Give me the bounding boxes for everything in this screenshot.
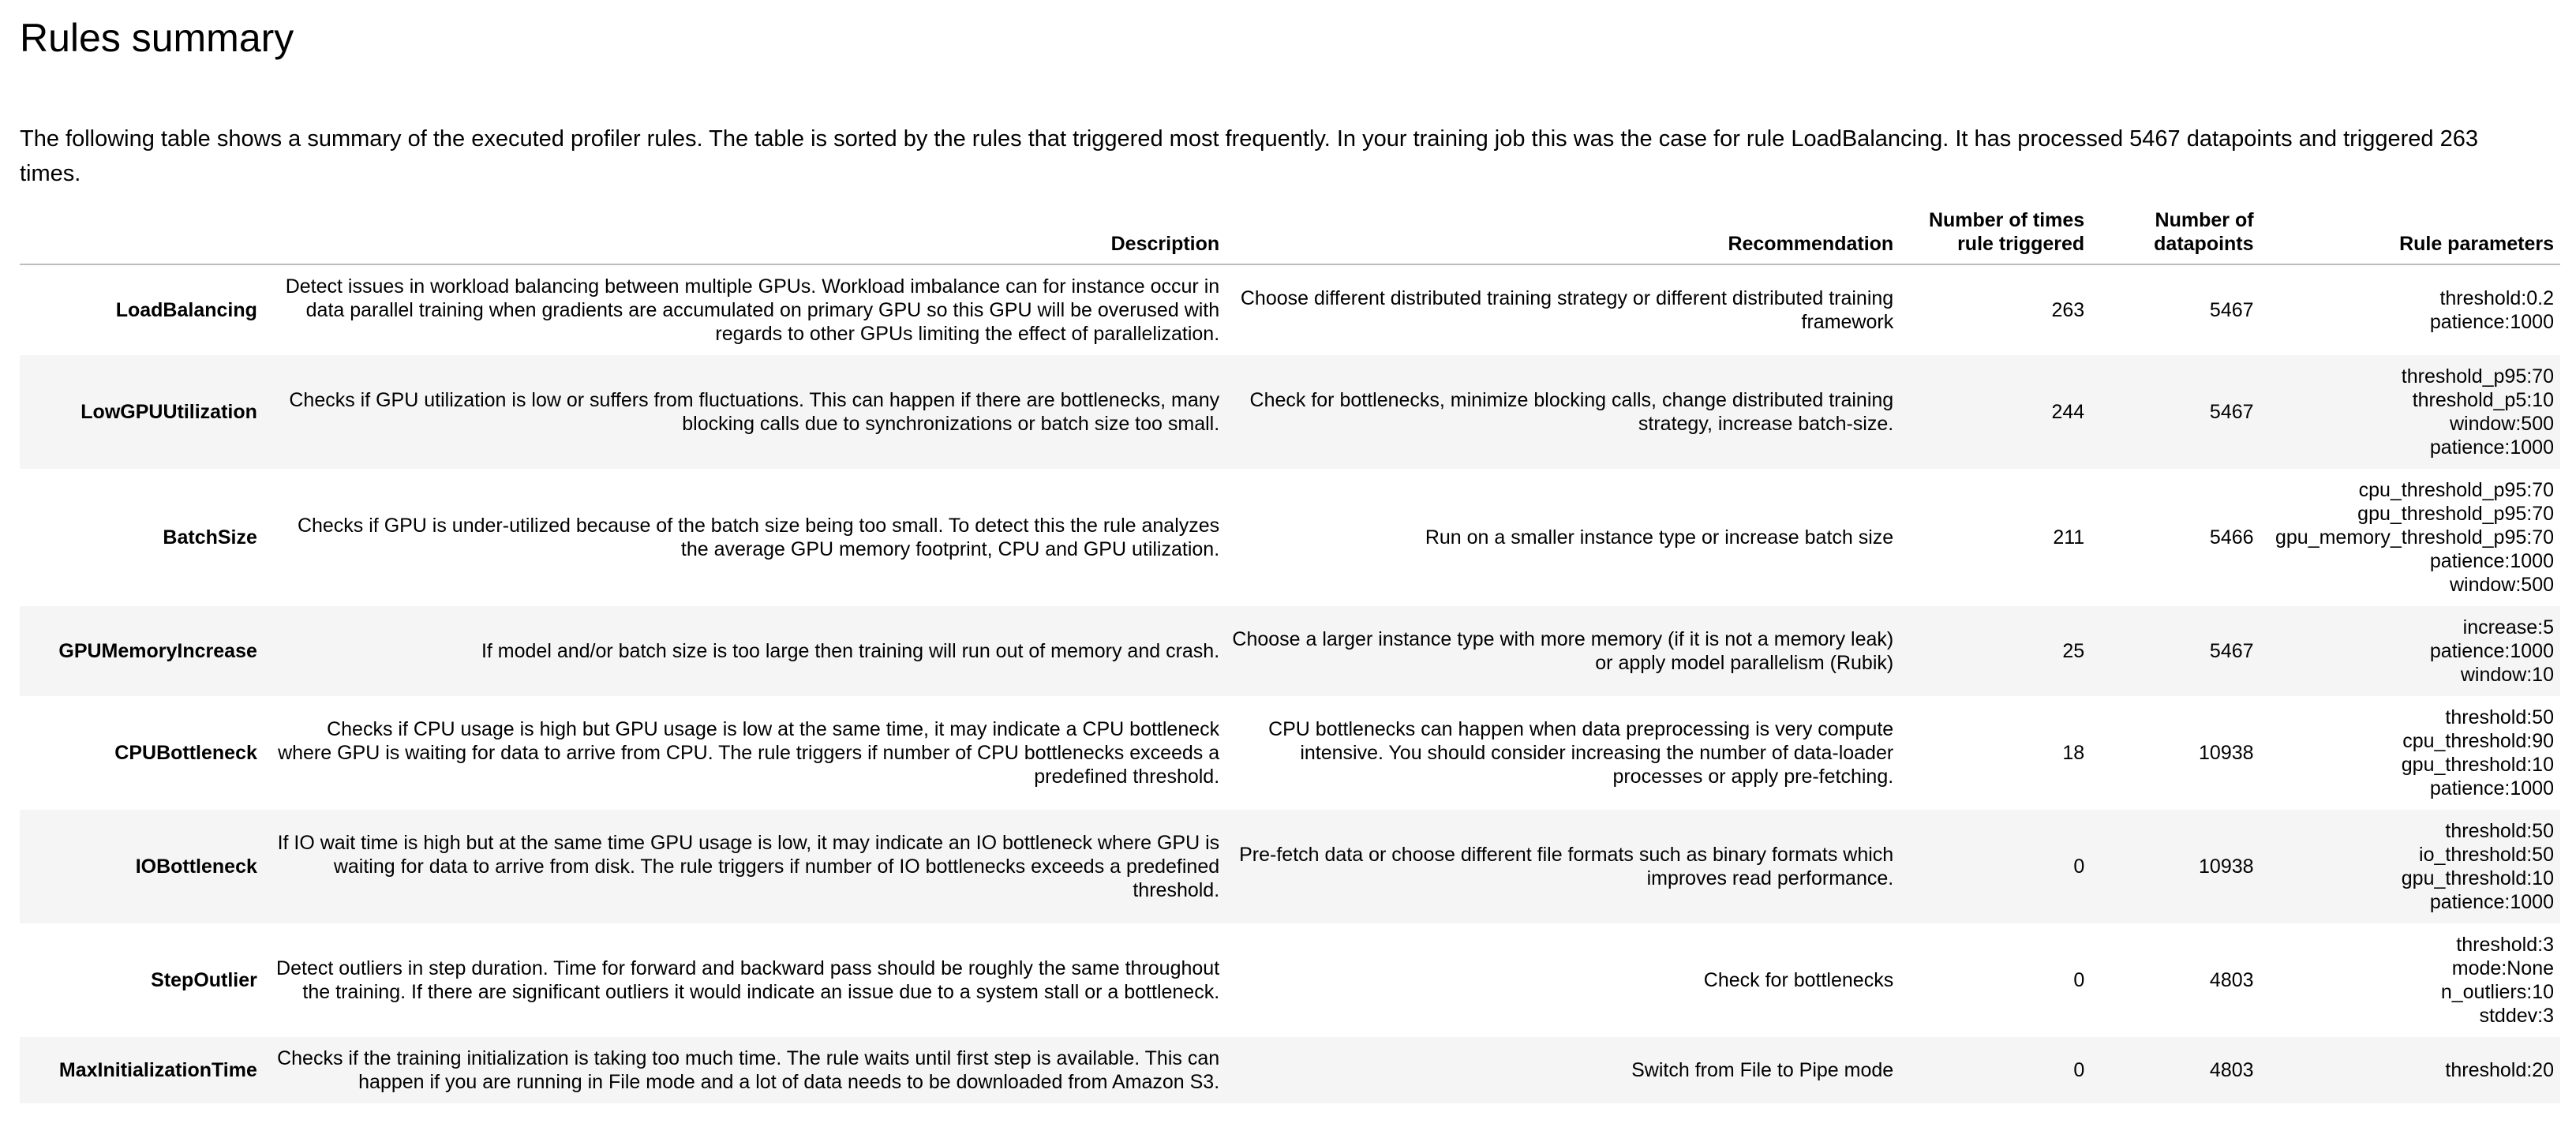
intro-paragraph: The following table shows a summary of the executed profiler rules. The table is sorted by the rules that triggered most frequently. In your training job this was the case for rule LoadBalancing. It has processed 5467 datapoints and triggered 263 times. bbox=[20, 126, 2478, 186]
page-title: Rules summary bbox=[20, 16, 294, 60]
rule-parameter: stddev:3 bbox=[2479, 1005, 2554, 1027]
table-row bbox=[20, 810, 2560, 923]
header-times-triggered-line2: rule triggered bbox=[1957, 233, 2085, 255]
rules-summary-table bbox=[20, 208, 2560, 1103]
header-times-triggered-line1: Number of times bbox=[1928, 209, 2085, 231]
rule-parameter: threshold:0.2 bbox=[2439, 287, 2554, 309]
rule-parameters bbox=[2260, 264, 2560, 355]
rule-recommendation: Choose a larger instance type with more memory (if it is not a memory leak) or apply model parallelism (Rubik) bbox=[1232, 628, 1894, 674]
rule-parameter: patience:1000 bbox=[2429, 311, 2554, 333]
rule-datapoints: 5467 bbox=[2209, 640, 2254, 662]
rule-parameter: patience:1000 bbox=[2429, 550, 2554, 572]
rule-parameter: cpu_threshold_p95:70 bbox=[2358, 479, 2554, 501]
rule-parameter: patience:1000 bbox=[2429, 777, 2554, 799]
rule-times-triggered: 25 bbox=[2062, 640, 2085, 662]
rule-description: If model and/or batch size is too large then training will run out of memory and crash. bbox=[481, 640, 1220, 662]
rule-recommendation: Pre-fetch data or choose different file formats such as binary formats which improves read performance. bbox=[1239, 844, 1894, 889]
rule-parameter: patience:1000 bbox=[2429, 640, 2554, 662]
rule-description: Checks if CPU usage is high but GPU usage is low at the same time, it may indicate a CPU bottleneck where GPU is waiting for data to arrive from CPU. The rule triggers if number of CPU bottlenecks exceeds a predefined threshold. bbox=[278, 718, 1220, 788]
rule-recommendation: Check for bottlenecks, minimize blocking calls, change distributed training strategy, increase batch-size. bbox=[1249, 389, 1894, 435]
rule-times-triggered: 211 bbox=[2053, 526, 2085, 549]
rule-parameter: threshold_p5:10 bbox=[2412, 389, 2554, 411]
rule-times-triggered: 244 bbox=[2051, 401, 2085, 423]
rule-description: Checks if GPU utilization is low or suffers from fluctuations. This can happen if there are bottlenecks, many blocking calls due to synchronizations or batch size too small. bbox=[289, 389, 1220, 435]
table-row bbox=[20, 264, 2560, 355]
rule-parameter: threshold:3 bbox=[2456, 934, 2554, 956]
header-description: Description bbox=[264, 208, 1226, 264]
rule-description: Checks if GPU is under-utilized because of the batch size being too small. To detect this the rule analyzes the average GPU memory footprint, CPU and GPU utilization. bbox=[297, 515, 1220, 560]
rule-parameters bbox=[2260, 1037, 2560, 1103]
rule-name: LoadBalancing bbox=[115, 299, 257, 321]
table-body bbox=[20, 264, 2560, 1103]
rule-description: Detect outliers in step duration. Time for forward and backward pass should be roughly the same throughout the training. If there are significant outliers it would indicate an issue due to a system stall or a bottleneck. bbox=[276, 957, 1220, 1003]
rule-name: GPUMemoryIncrease bbox=[58, 640, 257, 662]
rule-datapoints: 5466 bbox=[2209, 526, 2254, 549]
rule-times-triggered: 263 bbox=[2051, 299, 2085, 321]
rule-description: If IO wait time is high but at the same time GPU usage is low, it may indicate an IO bottleneck where GPU is waiting for data to arrive from disk. The rule triggers if number of IO bottlenecks exceeds a predefined threshold. bbox=[277, 832, 1220, 901]
rule-parameters bbox=[2260, 810, 2560, 923]
rule-parameter: cpu_threshold:90 bbox=[2402, 730, 2554, 752]
table-row bbox=[20, 469, 2560, 606]
table-header bbox=[20, 208, 2560, 264]
rule-parameters bbox=[2260, 606, 2560, 696]
rule-parameter: io_threshold:50 bbox=[2419, 844, 2554, 866]
table-row bbox=[20, 606, 2560, 696]
rule-parameters bbox=[2260, 696, 2560, 810]
header-rule-parameters: Rule parameters bbox=[2260, 208, 2560, 264]
table-row bbox=[20, 1037, 2560, 1103]
rule-times-triggered: 18 bbox=[2062, 742, 2085, 764]
rule-parameter: threshold:50 bbox=[2445, 820, 2554, 842]
rule-parameters bbox=[2260, 355, 2560, 469]
rule-recommendation: Check for bottlenecks bbox=[1703, 969, 1894, 991]
rule-recommendation: Choose different distributed training strategy or different distributed training framework bbox=[1240, 287, 1894, 333]
header-datapoints-line1: Number of bbox=[2155, 209, 2254, 231]
rule-parameter: gpu_threshold_p95:70 bbox=[2357, 503, 2554, 525]
table-row bbox=[20, 923, 2560, 1037]
rule-parameter: window:500 bbox=[2449, 413, 2554, 435]
header-row bbox=[20, 208, 2560, 264]
rule-datapoints: 4803 bbox=[2209, 969, 2254, 991]
rule-parameter: threshold:20 bbox=[2445, 1059, 2554, 1081]
rule-name: StepOutlier bbox=[151, 969, 257, 991]
header-times-triggered bbox=[1900, 208, 2091, 264]
rule-parameter: window:500 bbox=[2449, 574, 2554, 596]
rule-parameter: patience:1000 bbox=[2429, 891, 2554, 913]
rule-times-triggered: 0 bbox=[2073, 1059, 2085, 1081]
header-datapoints-line2: datapoints bbox=[2154, 233, 2254, 255]
rule-parameter: window:10 bbox=[2460, 664, 2554, 686]
header-recommendation: Recommendation bbox=[1226, 208, 1900, 264]
rule-parameter: threshold:50 bbox=[2445, 706, 2554, 728]
rule-parameter: gpu_threshold:10 bbox=[2401, 867, 2554, 889]
rule-name: BatchSize bbox=[163, 526, 257, 549]
rule-name: CPUBottleneck bbox=[114, 742, 257, 764]
rule-parameter: patience:1000 bbox=[2429, 436, 2554, 459]
rule-recommendation: CPU bottlenecks can happen when data preprocessing is very compute intensive. You should consider increasing the number of data-loader processes or apply pre-fetching. bbox=[1268, 718, 1894, 788]
header-rule bbox=[20, 208, 264, 264]
rule-parameter: gpu_memory_threshold_p95:70 bbox=[2275, 526, 2554, 549]
rule-datapoints: 10938 bbox=[2199, 742, 2254, 764]
rule-parameter: threshold_p95:70 bbox=[2401, 365, 2554, 388]
rule-name: MaxInitializationTime bbox=[58, 1059, 257, 1081]
rule-parameter: increase:5 bbox=[2462, 616, 2554, 638]
rule-parameter: gpu_threshold:10 bbox=[2401, 754, 2554, 776]
rule-name: IOBottleneck bbox=[135, 856, 257, 878]
table-row bbox=[20, 696, 2560, 810]
rule-times-triggered: 0 bbox=[2073, 856, 2085, 878]
rule-recommendation: Run on a smaller instance type or increase batch size bbox=[1425, 526, 1894, 549]
rule-datapoints: 4803 bbox=[2209, 1059, 2254, 1081]
rule-recommendation: Switch from File to Pipe mode bbox=[1631, 1059, 1894, 1081]
rule-parameters bbox=[2260, 923, 2560, 1037]
table-row bbox=[20, 355, 2560, 469]
rule-description: Detect issues in workload balancing between multiple GPUs. Workload imbalance can for instance occur in data parallel training when gradients are accumulated on primary GPU so this GPU will be overused with regards to other GPUs limiting the effect of parallelization. bbox=[285, 275, 1220, 345]
rule-parameter: mode:None bbox=[2451, 957, 2554, 979]
header-datapoints bbox=[2091, 208, 2260, 264]
rule-datapoints: 10938 bbox=[2199, 856, 2254, 878]
rule-times-triggered: 0 bbox=[2073, 969, 2085, 991]
rule-datapoints: 5467 bbox=[2209, 401, 2254, 423]
rule-name: LowGPUUtilization bbox=[80, 401, 257, 423]
rule-parameter: n_outliers:10 bbox=[2440, 981, 2554, 1003]
rule-description: Checks if the training initialization is taking too much time. The rule waits until first step is available. This can happen if you are running in File mode and a lot of data needs to be downloaded from Amazon S3. bbox=[277, 1047, 1220, 1093]
rule-parameters bbox=[2260, 469, 2560, 606]
rule-datapoints: 5467 bbox=[2209, 299, 2254, 321]
